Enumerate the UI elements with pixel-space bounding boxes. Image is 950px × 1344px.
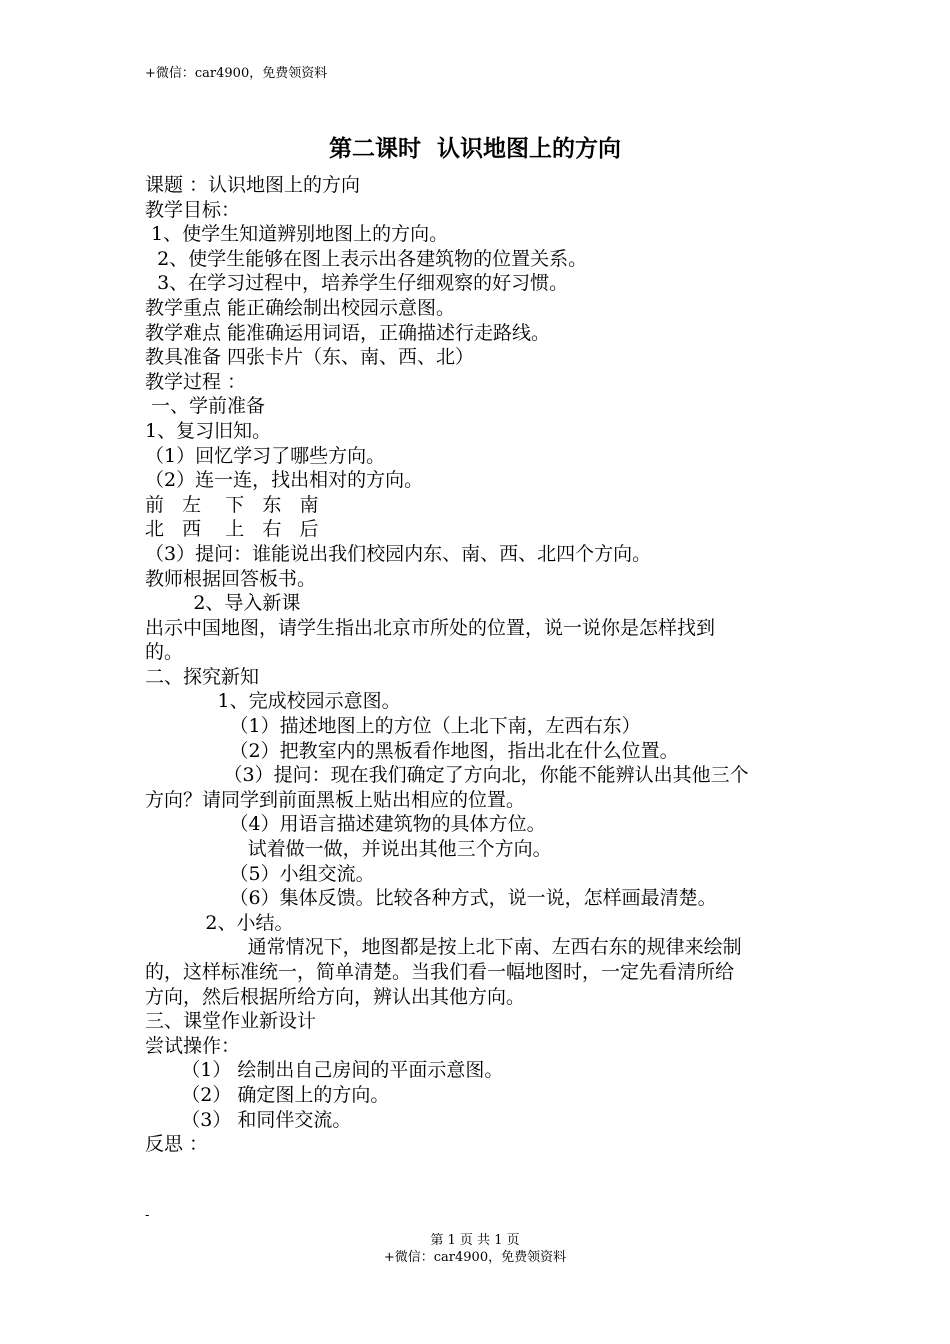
body-line: 教学难点 能准确运用词语，正确描述行走路线。 xyxy=(145,321,551,344)
body-line: 的。 xyxy=(145,641,184,664)
body-line: 的，这样标准统一，简单清楚。当我们看一幅地图时，一定先看清所给 xyxy=(145,961,735,983)
body-line: （1） 绘制出自己房间的平面示意图。 xyxy=(145,1059,504,1082)
body-line: （4）用语言描述建筑物的具体方位。 xyxy=(145,813,546,836)
body-line: 1、复习旧知。 xyxy=(145,419,272,442)
body-line: （3）提问：现在我们确定了方向北，你能不能辨认出其他三个 xyxy=(145,764,749,787)
body-line: 出示中国地图，请学生指出北京市所处的位置，说一说你是怎样找到 xyxy=(145,616,716,639)
body-line: 教学目标： xyxy=(145,198,241,221)
body-line: 教学重点 能正确绘制出校园示意图。 xyxy=(145,296,456,319)
document-title: 第二课时 认识地图上的方向 xyxy=(328,135,621,162)
body-line: 二、探究新知 xyxy=(145,665,260,688)
body-line: 2、导入新课 xyxy=(145,592,301,615)
page-number-footer: 第 1 页 共 1 页 xyxy=(430,1233,520,1248)
footer-watermark-note: +微信：car4900，免费领资料 xyxy=(383,1250,567,1265)
body-line: 方向？请同学到前面黑板上贴出相应的位置。 xyxy=(145,788,526,811)
body-line: 方向，然后根据所给方向，辨认出其他方向。 xyxy=(145,985,526,1008)
lesson-plan-body xyxy=(145,173,815,1157)
body-line: （2） 确定图上的方向。 xyxy=(145,1083,390,1106)
body-line: 教学过程 ： xyxy=(145,370,247,393)
body-line: （2）把教室内的黑板看作地图，指出北在什么位置。 xyxy=(145,739,679,762)
body-line: 北 西 上 右 后 xyxy=(145,518,319,541)
body-line: 通常情况下，地图都是按上北下南、左西右东的规律来绘制 xyxy=(145,936,742,959)
body-line: 尝试操作： xyxy=(145,1034,241,1057)
body-line: （6）集体反馈。比较各种方式，说一说，怎样画最清楚。 xyxy=(145,887,717,910)
body-line: 一、学前准备 xyxy=(145,395,266,418)
body-line: （1）回忆学习了哪些方向。 xyxy=(145,444,386,467)
body-line: 3、在学习过程中，培养学生仔细观察的好习惯。 xyxy=(145,272,569,295)
body-line: 课题 ：认识地图上的方向 xyxy=(145,174,361,196)
body-line: （2）连一连，找出相对的方向。 xyxy=(145,469,424,492)
body-line: （1）描述地图上的方位（上北下南，左西右东） xyxy=(145,715,641,738)
page-dash-mark: - xyxy=(145,1208,150,1223)
body-line: 教师根据回答板书。 xyxy=(145,567,317,590)
body-line: 前 左 下 东 南 xyxy=(145,493,319,516)
body-line: 2、使学生能够在图上表示出各建筑物的位置关系。 xyxy=(145,247,588,270)
body-line: 1、使学生知道辨别地图上的方向。 xyxy=(145,223,449,246)
header-watermark-note: +微信：car4900，免费领资料 xyxy=(145,66,328,81)
body-line: 2、小结。 xyxy=(145,911,294,934)
body-line: 试着做一做，并说出其他三个方向。 xyxy=(145,838,552,861)
body-line: （3）提问：谁能说出我们校园内东、南、西、北四个方向。 xyxy=(145,542,652,565)
body-line: 教具准备 四张卡片（东、南、西、北） xyxy=(145,346,475,369)
body-line: 反思 ： xyxy=(145,1133,209,1156)
body-line: （5）小组交流。 xyxy=(145,862,375,885)
body-line: 三、课堂作业新设计 xyxy=(145,1010,317,1033)
body-line: （3） 和同伴交流。 xyxy=(145,1108,352,1131)
body-line: 1、完成校园示意图。 xyxy=(145,690,401,713)
